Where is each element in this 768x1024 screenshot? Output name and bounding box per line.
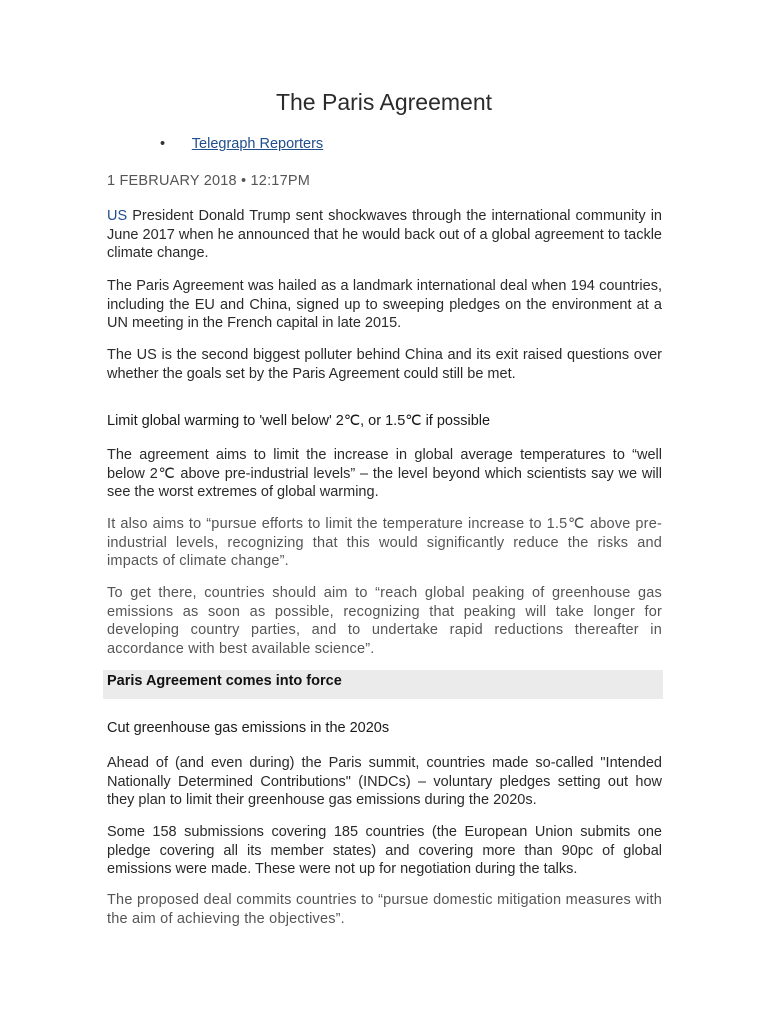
paragraph-1-lead: US — [107, 208, 128, 224]
paragraph-1-body: President Donald Trump sent shockwaves through the international community in June 2017 when he announced that he would back out of a global agreement to tackle climate change. — [107, 208, 662, 261]
paragraph-6: To get there, countries should aim to “reach global peaking of greenhouse gas emissions as soon as possible, recognizing that peaking will take longer for developing country parties, and to undertake rapid reductions thereafter in accordance with best available science”. — [107, 585, 662, 657]
shaded-heading-box — [103, 670, 663, 699]
paragraph-2: The Paris Agreement was hailed as a landmark international deal when 194 countries, including the EU and China, signed up to sweeping pledges on the environment at a UN meeting in the French capital in late 2015. — [107, 278, 662, 331]
page-title: The Paris Agreement — [275, 89, 493, 115]
subheading-warming: Limit global warming to 'well below' 2℃, or 1.5℃ if possible — [107, 413, 491, 429]
paragraph-8: Some 158 submissions covering 185 countries (the European Union submits one pledge covering all its member states) and covering more than 90pc of global emissions were made. These were not up for negotiation during the talks. — [107, 824, 662, 877]
paragraph-4: The agreement aims to limit the increase in global average temperatures to “well below 2℃ above pre-industrial levels” – the level beyond which scientists say we will see the worst extremes of global warming. — [107, 447, 662, 500]
dateline: 1 FEBRUARY 2018 • 12:17PM — [107, 173, 310, 189]
byline-bullet: • — [160, 136, 166, 152]
paragraph-7: Ahead of (and even during) the Paris summit, countries made so-called "Intended Nationally Determined Contributions" (INDCs) – voluntary pledges setting out how they plan to limit their greenhouse gas emissions during the 2020s. — [107, 755, 662, 808]
paragraph-9: The proposed deal commits countries to “pursue domestic mitigation measures with the aim of achieving the objectives”. — [107, 892, 662, 927]
paragraph-1 — [107, 207, 662, 263]
shaded-heading-text: Paris Agreement comes into force — [107, 673, 342, 689]
subheading-emissions: Cut greenhouse gas emissions in the 2020s — [107, 720, 390, 736]
byline — [160, 136, 323, 152]
paragraph-3: The US is the second biggest polluter behind China and its exit raised questions over whether the goals set by the Paris Agreement could still be met. — [107, 347, 662, 382]
paragraph-5: It also aims to “pursue efforts to limit the temperature increase to 1.5℃ above pre-industrial levels, recognizing that this would significantly reduce the risks and impacts of climate change”. — [107, 516, 662, 569]
author-link[interactable]: Telegraph Reporters — [191, 136, 324, 152]
